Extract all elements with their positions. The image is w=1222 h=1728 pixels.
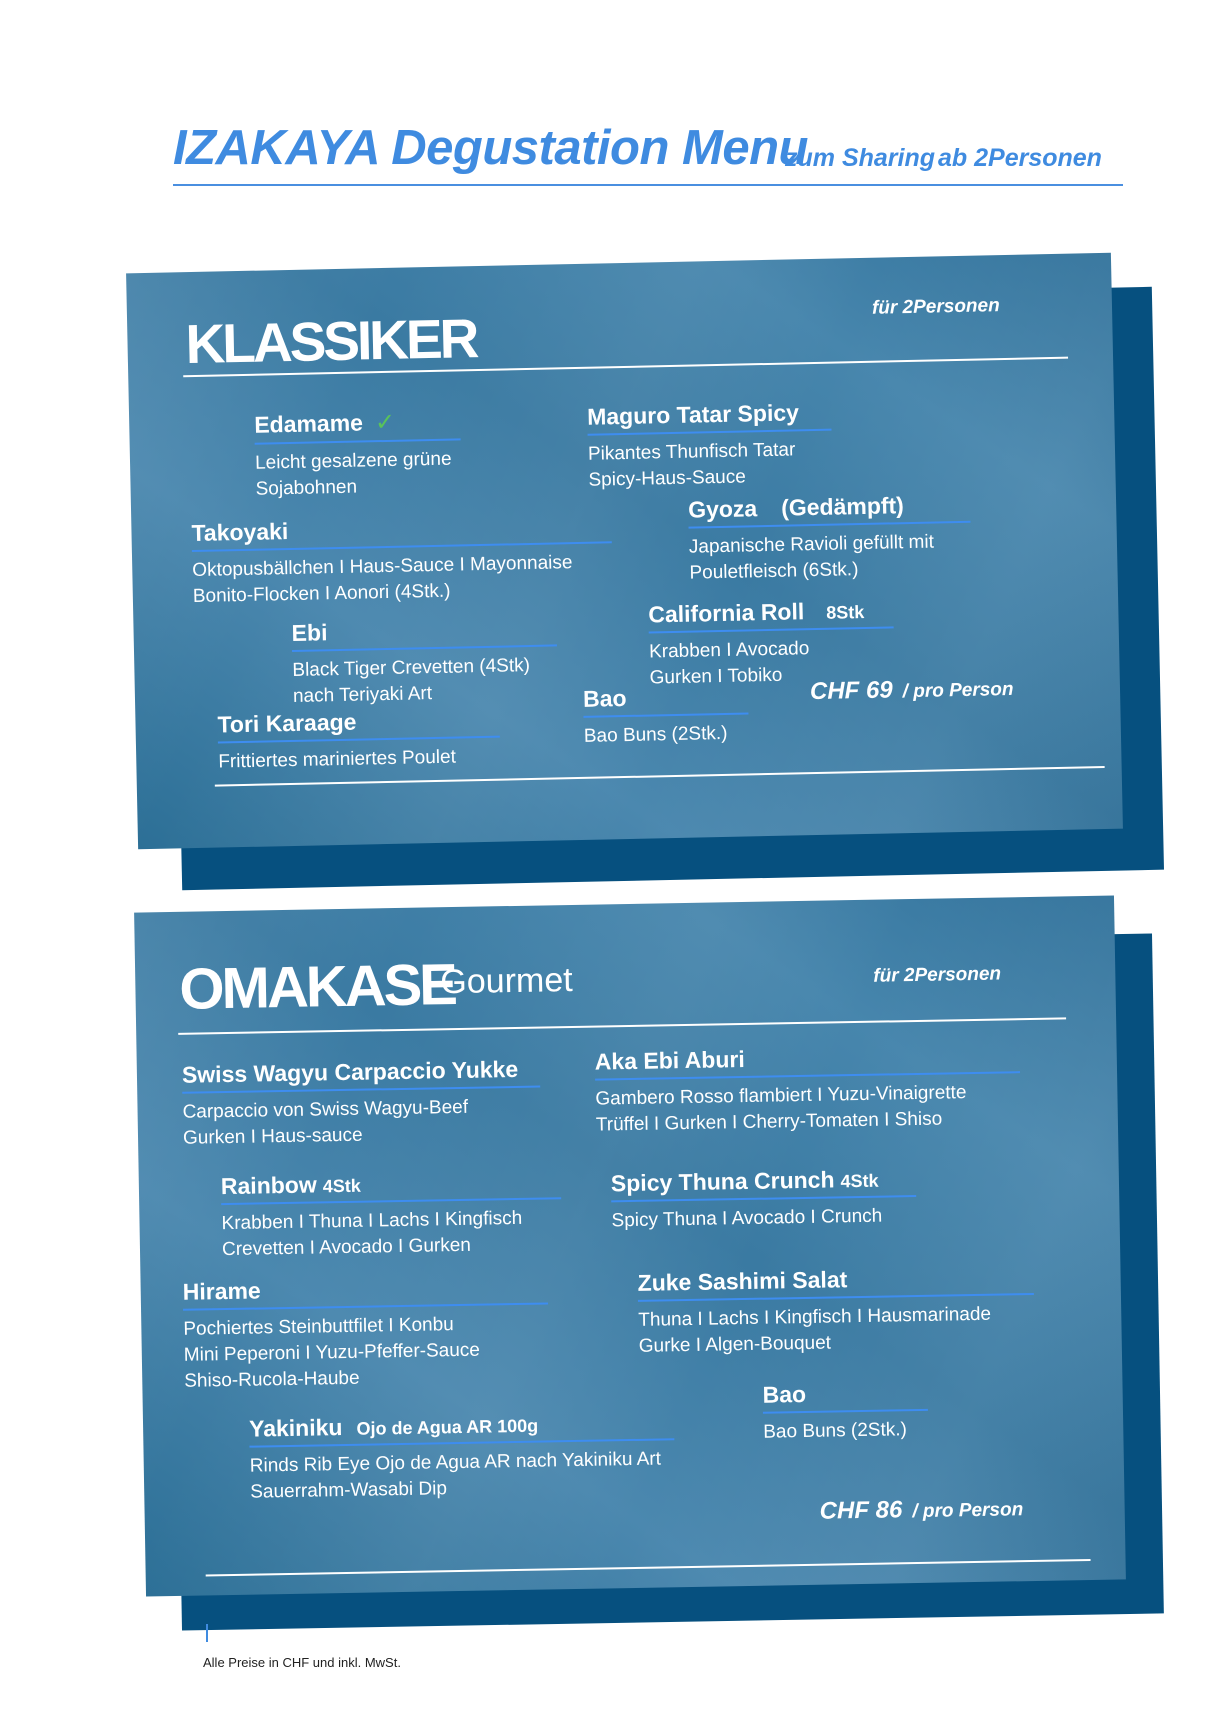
item-desc-line: Gurken I Haus-sauce [182, 1124, 363, 1149]
menu-item-spicy-thuna-crunch [611, 1165, 917, 1234]
item-qty: 8Stk [826, 601, 865, 623]
item-desc-line: Japanische Ravioli gefüllt mit [688, 531, 935, 558]
klassiker-card [126, 253, 1123, 850]
item-desc-line: Pouletfleisch (6Stk.) [689, 559, 859, 584]
item-desc-line: Carpaccio von Swiss Wagyu-Beef [182, 1096, 469, 1123]
item-desc-line: Krabben I Avocado [648, 638, 810, 663]
item-name: Bao [583, 682, 749, 717]
item-qty: 4Stk [840, 1170, 879, 1192]
price-amount: CHF 86 [819, 1496, 903, 1525]
item-name: Swiss Wagyu Carpaccio Yukke [182, 1056, 541, 1094]
omakase-subtitle: Gourmet [440, 960, 573, 1002]
menu-title: IZAKAYA Degustation Menu [173, 121, 808, 175]
item-desc-line: Black Tiger Crevetten (4Stk) [292, 655, 531, 681]
item-desc-line: Oktopusbällchen I Haus-Sauce I Mayonnaise [192, 552, 573, 582]
price-per: / pro Person [912, 1499, 1024, 1523]
menu-item-swiss-wagyu [182, 1056, 542, 1152]
leaf-icon: ✓ [374, 408, 396, 437]
menu-item-bao [583, 682, 749, 749]
menu-item-gyoza [688, 491, 972, 587]
item-desc-line: Pochiertes Steinbuttfilet I Konbu [183, 1314, 454, 1340]
item-desc-line: nach Teriyaki Art [292, 683, 433, 707]
item-name: Edamame [254, 409, 364, 438]
item-desc-line: Pikantes Thunfisch Tatar [587, 439, 796, 465]
price-per: / pro Person [902, 678, 1014, 703]
klassiker-price [810, 674, 1014, 706]
menu-item-maguro-tatar [587, 399, 833, 494]
item-name: Aka Ebi Aburi [595, 1041, 1020, 1080]
min-persons-label: ab 2Personen [938, 144, 1102, 172]
menu-item-tori-karaage [217, 706, 500, 776]
omakase-price [819, 1494, 1023, 1526]
price-footnote: Alle Preise in CHF und inkl. MwSt. [203, 1655, 401, 1670]
item-desc-line: Bonito-Flocken I Aonori (4Stk.) [192, 580, 451, 608]
menu-item-yakiniku [249, 1408, 676, 1505]
menu-item-aka-ebi-aburi [595, 1041, 1022, 1138]
item-name: Rainbow [220, 1171, 317, 1200]
item-desc-line: Gambero Rosso flambiert I Yuzu-Vinaigrette [595, 1082, 967, 1110]
menu-item-edamame [254, 406, 462, 502]
item-name: Gyoza [687, 495, 758, 523]
omakase-for-label: für 2Personen [873, 963, 1002, 987]
item-desc-line: Bao Buns (2Stk.) [763, 1419, 908, 1443]
item-desc-line: Gurke I Algen-Bouquet [638, 1332, 832, 1357]
menu-item-ebi [291, 614, 558, 710]
item-name: Takoyaki [191, 511, 612, 552]
item-name: Ebi [291, 614, 557, 652]
klassiker-for-label: für 2Personen [871, 295, 1000, 319]
item-desc-line: Frittiertes mariniertes Poulet [218, 746, 457, 773]
item-desc-line: Crevetten I Avocado I Gurken [221, 1234, 472, 1261]
item-name: California Roll [648, 598, 805, 628]
item-desc-line: Shiso-Rucola-Haube [184, 1367, 360, 1392]
item-desc-line: Sojabohnen [255, 476, 358, 500]
klassiker-title: KLASSIKER [184, 307, 477, 376]
item-desc-line: Thuna I Lachs I Kingfisch I Hausmarinade [638, 1303, 992, 1331]
sharing-label: zum Sharing [785, 144, 936, 172]
menu-item-hirame [183, 1272, 550, 1394]
menu-item-rainbow [221, 1167, 563, 1263]
omakase-card [134, 896, 1126, 1597]
item-desc-line: Rinds Rib Eye Ojo de Agua AR nach Yakiniku Art [249, 1448, 662, 1477]
menu-item-takoyaki [191, 511, 613, 610]
item-name: Tori Karaage [217, 706, 500, 744]
item-name: Maguro Tatar Spicy [587, 399, 832, 436]
item-desc-line: Krabben I Thuna I Lachs I Kingfisch [221, 1207, 523, 1235]
item-name: Hirame [183, 1272, 549, 1310]
item-qty: Ojo de Agua AR 100g [356, 1415, 539, 1439]
item-desc-line: Trüffel I Gurken I Cherry-Tomaten I Shiso [595, 1108, 943, 1136]
menu-item-bao [762, 1379, 928, 1446]
item-name: Zuke Sashimi Salat [637, 1263, 1033, 1302]
margin-mark [206, 1624, 208, 1642]
item-desc-line: Bao Buns (2Stk.) [583, 722, 728, 747]
omakase-title: OMAKASE [178, 952, 456, 1022]
menu-header [173, 120, 1123, 186]
item-desc-line: Mini Peperoni I Yuzu-Pfeffer-Sauce [183, 1339, 481, 1366]
item-extra: (Gedämpft) [780, 492, 905, 521]
item-desc-line: Spicy Thuna I Avocado I Crunch [611, 1205, 883, 1232]
menu-item-zuke-sashimi-salat [637, 1263, 1035, 1360]
item-desc-line: Spicy-Haus-Sauce [588, 466, 747, 491]
item-name: Bao [762, 1379, 928, 1414]
omakase-bottom-rule [206, 1559, 1091, 1576]
price-amount: CHF 69 [809, 676, 893, 706]
item-desc-line: Gurken I Tobiko [649, 664, 783, 689]
item-desc-line: Sauerrahm-Wasabi Dip [250, 1478, 448, 1503]
item-qty: 4Stk [322, 1175, 361, 1197]
item-name: Yakiniku [248, 1414, 343, 1442]
item-name: Spicy Thuna Crunch [610, 1166, 835, 1197]
item-desc-line: Leicht gesalzene grüne [254, 448, 452, 474]
